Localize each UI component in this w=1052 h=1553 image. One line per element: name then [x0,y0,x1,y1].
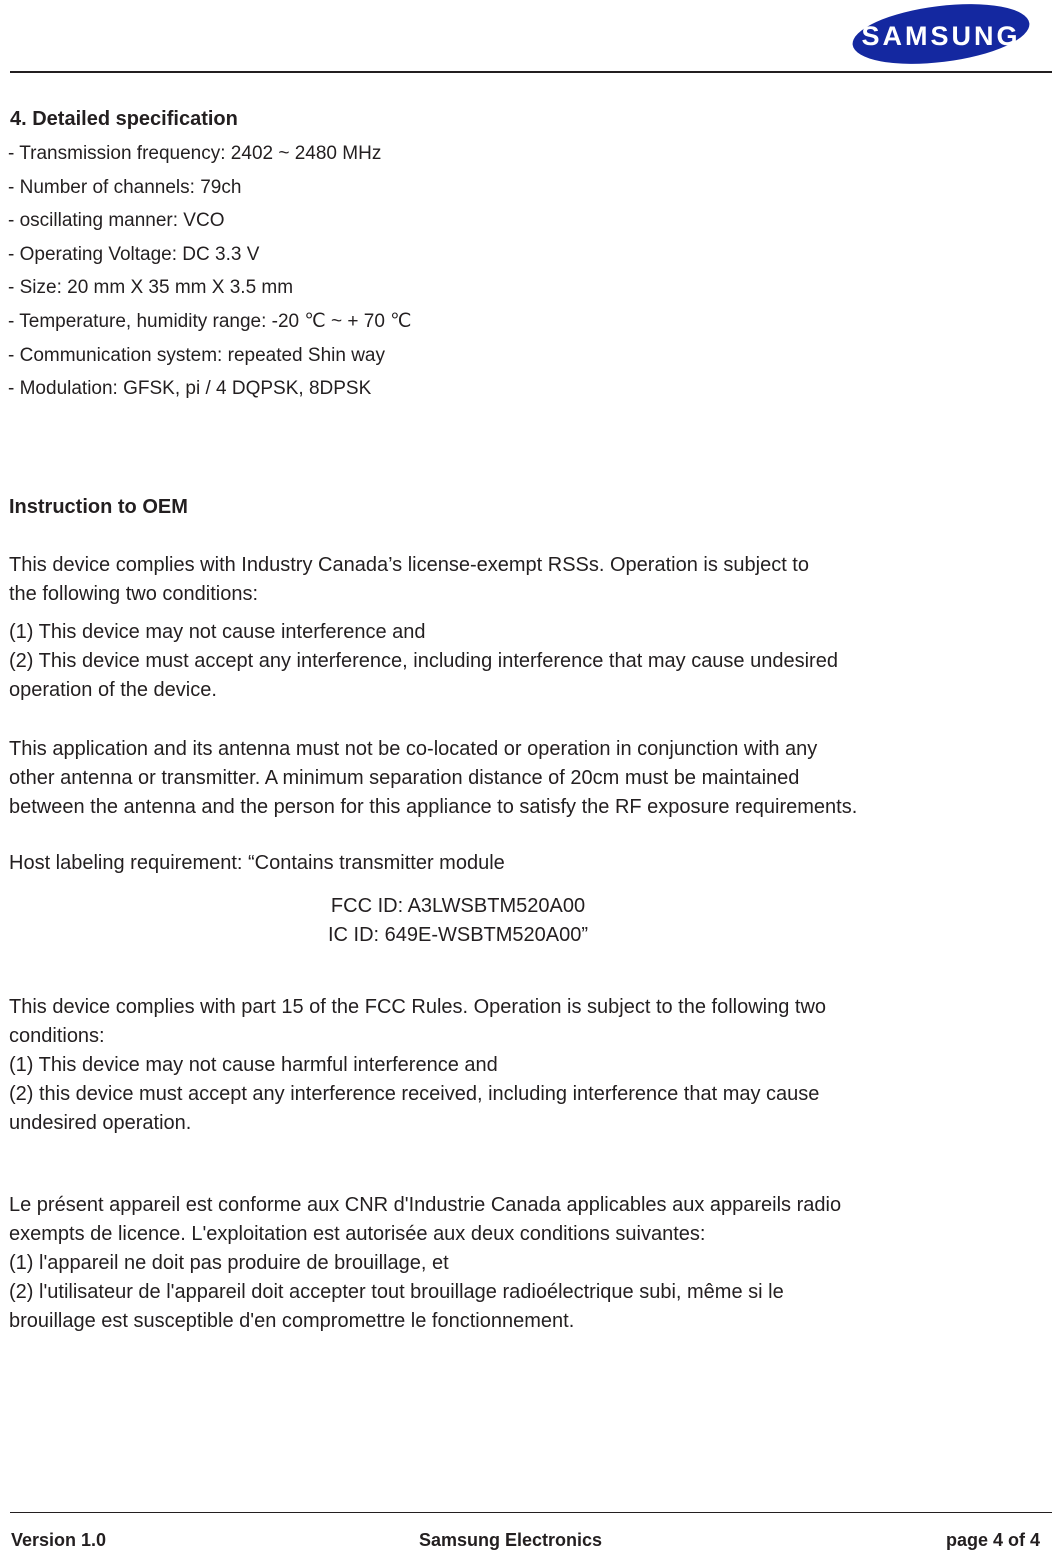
antenna-statement [9,735,857,822]
paragraph-line: This device complies with part 15 of the FCC Rules. Operation is subject to the following two [9,996,827,1018]
spec-item: - Communication system: repeated Shin way [8,344,385,366]
paragraph-line: the following two conditions: [9,583,259,605]
paragraph-line: This application and its antenna must not be co-located or operation in conjunction with any [9,738,818,760]
spec-item: - Temperature, humidity range: -20 ℃ ~ + 70 ℃ [8,310,412,332]
host-label-requirement: Host labeling requirement: “Contains transmitter module [9,852,505,874]
spec-list [8,141,412,410]
paragraph-line: conditions: [9,1025,105,1047]
paragraph-line: (2) This device must accept any interference, including interference that may cause undesired [9,650,838,672]
spec-item: - Modulation: GFSK, pi / 4 DQPSK, 8DPSK [8,378,372,400]
ic-statement [9,551,809,609]
paragraph-line: (2) this device must accept any interference received, including interference that may cause [9,1083,820,1105]
samsung-logo [848,1,1034,67]
paragraph-line: (2) l'utilisateur de l'appareil doit accepter tout brouillage radioélectrique subi, même si le [9,1281,784,1303]
paragraph-line: between the antenna and the person for this appliance to satisfy the RF exposure requirements. [9,796,858,818]
paragraph-line: other antenna or transmitter. A minimum separation distance of 20cm must be maintained [9,767,800,789]
spec-title: 4. Detailed specification [10,108,238,130]
header-rule [10,71,1052,73]
paragraph-line: Le présent appareil est conforme aux CNR d'Industrie Canada applicables aux appareils radio [9,1194,842,1216]
spec-item: - oscillating manner: VCO [8,210,225,232]
ic-conditions [9,618,838,705]
footer-page-number: page 4 of 4 [945,1530,1040,1550]
module-ids [300,892,616,950]
paragraph-line: This device complies with Industry Canada’s license-exempt RSSs. Operation is subject to [9,554,809,576]
oem-heading: Instruction to OEM [9,496,188,518]
spec-item: - Size: 20 mm X 35 mm X 3.5 mm [8,277,294,299]
paragraph-line: (1) l'appareil ne doit pas produire de brouillage, et [9,1252,449,1274]
ic-id: IC ID: 649E-WSBTM520A00” [327,924,589,946]
samsung-logo-text: SAMSUNG [861,21,1021,51]
spec-item: - Operating Voltage: DC 3.3 V [8,243,260,265]
footer-rule [10,1512,1052,1513]
paragraph-line: undesired operation. [9,1112,192,1134]
paragraph-line: operation of the device. [9,679,217,701]
fcc-id: FCC ID: A3LWSBTM520A00 [330,895,586,917]
paragraph-line: brouillage est susceptible d'en compromettre le fonctionnement. [9,1310,575,1332]
footer-company: Samsung Electronics [419,1530,603,1550]
fcc-statement [9,993,826,1138]
spec-item: - Transmission frequency: 2402 ~ 2480 MHz [8,143,382,164]
paragraph-line: exempts de licence. L'exploitation est autorisée aux deux conditions suivantes: [9,1223,706,1245]
paragraph-line: (1) This device may not cause harmful interference and [9,1054,498,1076]
spec-item: - Number of channels: 79ch [8,176,242,198]
french-statement [9,1191,841,1336]
paragraph-line: (1) This device may not cause interference and [9,621,426,643]
footer-version: Version 1.0 [11,1530,107,1550]
